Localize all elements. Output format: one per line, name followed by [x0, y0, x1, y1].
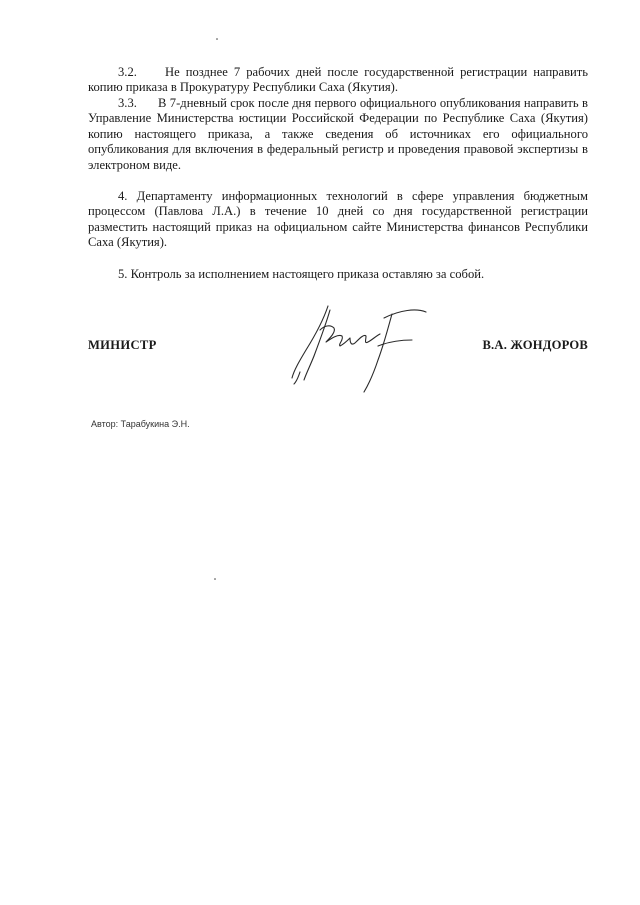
paragraph-item-3-3 — [88, 96, 588, 173]
position-title: МИНИСТР — [88, 338, 157, 352]
item-text: Не позднее 7 рабочих дней после государственной регистрации направить копию приказа в Прокуратуру Республики Саха (Якутия). — [88, 65, 588, 95]
author-note: Автор: Тарабукина Э.Н. — [91, 419, 190, 429]
signatory-name: В.А. ЖОНДОРОВ — [482, 338, 588, 352]
item-number: 3.3. — [118, 96, 137, 110]
scan-speck — [216, 38, 218, 40]
item-number: 3.2. — [118, 65, 137, 79]
paragraph-item-3-2 — [88, 65, 588, 96]
paragraph-item-4: 4. Департаменту информационных технологий в сфере управления бюджетным процессом (Павлова Л.А.) в течение 10 дней со дня государственной регистрации разместить настоящий приказ на официальном сайте Министерства финансов Республики Саха (Якутия). — [88, 189, 588, 250]
paragraph-item-5: 5. Контроль за исполнением настоящего приказа оставляю за собой. — [118, 267, 485, 281]
scan-speck — [214, 578, 216, 580]
item-text: В 7-дневный срок после дня первого официального опубликования направить в Управление Министерства юстиции Российской Федерации по Республике Саха (Якутия) копию настоящего приказа, а также сведения об источниках его официального опубликования для включения в федеральный регистр и проведения правовой экспертизы в электроном виде. — [88, 96, 588, 172]
handwritten-signature — [280, 300, 440, 400]
